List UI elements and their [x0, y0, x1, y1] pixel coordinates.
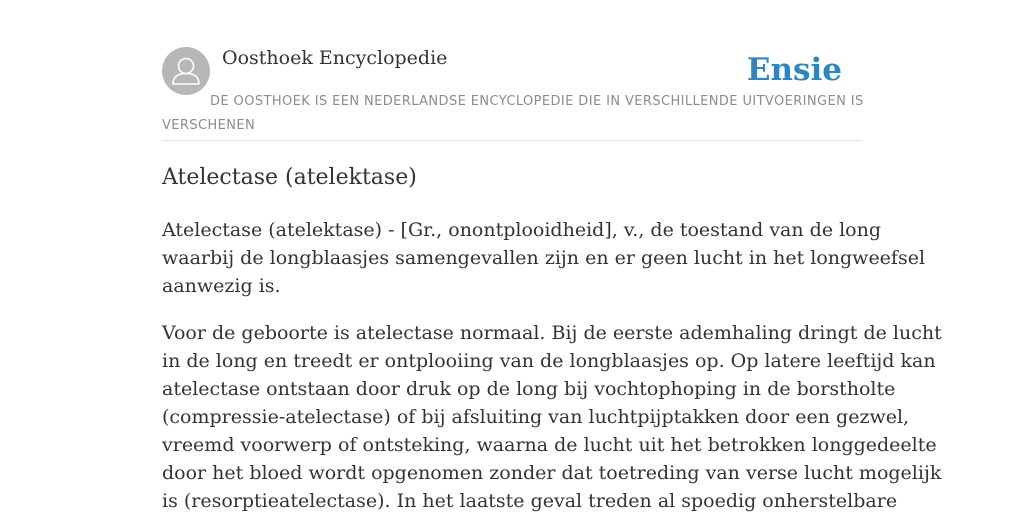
paragraph-line: Atelectase (atelektase) - [Gr., onontplooidheid], v., de toestand van de long [162, 219, 882, 241]
article-paragraph [162, 319, 942, 512]
user-icon[interactable] [162, 47, 210, 95]
paragraph-line: (compressie-atelectase) of bij afsluiting van luchtpijptakken door een gezwel, [162, 406, 910, 428]
paragraph-line: in de long en treedt er ontplooiing van de longblaasjes op. Op latere leeftijd kan [162, 350, 936, 372]
tagline-line: VERSCHENEN [162, 118, 256, 133]
source-header [162, 46, 862, 141]
article-title: Atelectase (atelektase) [162, 165, 417, 190]
paragraph-line: Voor de geboorte is atelectase normaal. Bij de eerste ademhaling dringt de lucht [162, 322, 942, 344]
paragraph-line: door het bloed wordt opgenomen zonder dat toetreding van verse lucht mogelijk [162, 462, 942, 484]
paragraph-line: vreemd voorwerp of ontsteking, waarna de lucht uit het betrokken longgedeelte [162, 434, 937, 456]
paragraph-line: atelectase ontstaan door druk op de long bij vochtophoping in de borstholte [162, 378, 896, 400]
paragraph-line: aanwezig is. [162, 275, 281, 297]
source-tagline [162, 90, 862, 138]
paragraph-line: waarbij de longblaasjes samengevallen zijn en er geen lucht in het longweefsel [162, 247, 926, 269]
article-paragraph [162, 216, 926, 300]
brand-logo[interactable]: Ensie [746, 52, 842, 88]
tagline-line: DE OOSTHOEK IS EEN NEDERLANDSE ENCYCLOPEDIE DIE IN VERSCHILLENDE UITVOERINGEN IS [210, 94, 864, 109]
paragraph-line: is (resorptieatelectase). In het laatste geval treden al spoedig onherstelbare [162, 490, 898, 512]
source-name[interactable]: Oosthoek Encyclopedie [222, 47, 448, 69]
